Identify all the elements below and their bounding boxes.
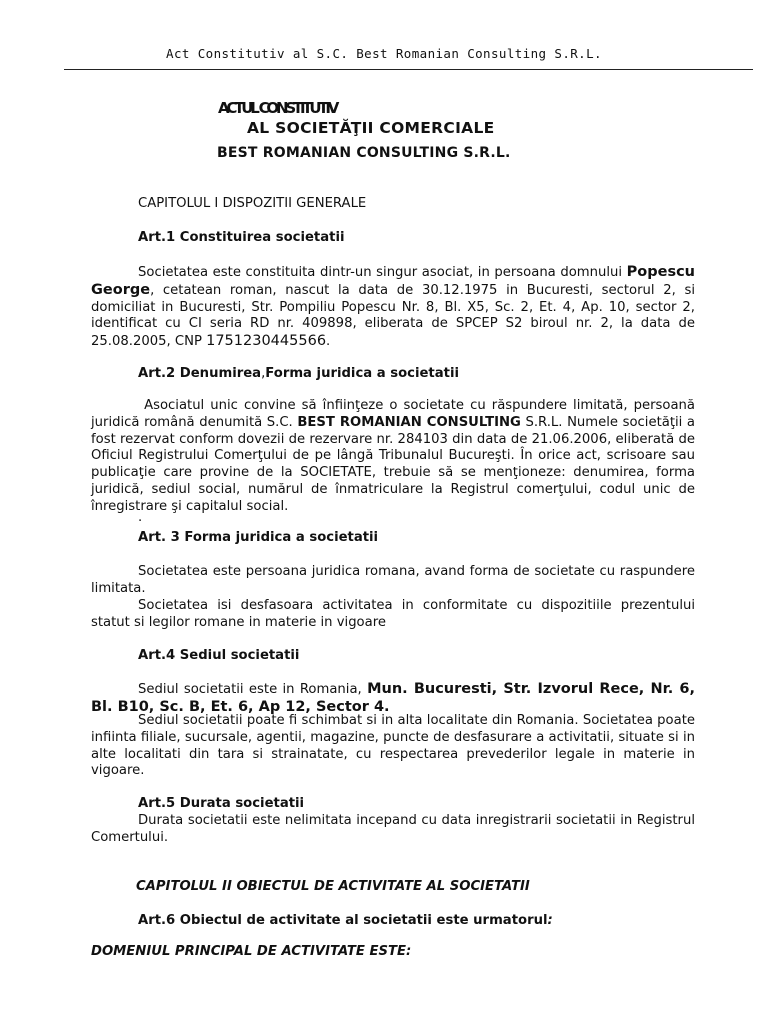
header-rule (64, 69, 753, 70)
company-name: BEST ROMANIAN CONSULTING (297, 414, 521, 430)
art1-heading: Art.1 Constituirea societatii (138, 230, 345, 245)
art5-paragraph: Durata societatii este nelimitata incepand cu data inregistrarii societatii in Registrul Comertului. (91, 813, 695, 845)
chapter2-heading: CAPITOLUL II OBIECTUL DE ACTIVITATE AL SOCIETATII (136, 879, 530, 894)
art2-paragraph: Asociatul unic convine să înfiinţeze o societate cu răspundere limitată, persoană juridică română denumită S.C. BEST ROMANIAN CONSULTING S.R.L. Numele societăţii a fost rezervat conform dovezii de rezervare nr. 284103 din data de 21.06.2006, eliberată de Oficiul Registrului Comerţului de pe lângă Tribunalul Bucureşti. În orice act, scrisoare sau publicaţie care provine de la SOCIETATE, trebuie să se menţioneze: denumirea, forma juridică, sediul social, numărul de înmatriculare la Registrul comerţului, codul unic de înregistrare şi capitalul social. (91, 398, 696, 514)
art4-heading: Art.4 Sediul societatii (138, 648, 300, 663)
art3-heading: Art. 3 Forma juridica a societatii (138, 530, 379, 545)
document-title-line3: BEST ROMANIAN CONSULTING S.R.L. (217, 145, 511, 161)
domain-heading: DOMENIUL PRINCIPAL DE ACTIVITATE ESTE: (91, 944, 412, 959)
art6-heading: Art.6 Obiectul de activitate al societatii este urmatorul: (138, 913, 553, 928)
art3-paragraph1: Societatea este persoana juridica romana, avand forma de societate cu raspundere limitata. (91, 564, 695, 596)
document-title-line1: ACTUL CONSTITUTIV (218, 99, 337, 117)
art5-heading: Art.5 Durata societatii (138, 796, 305, 811)
stray-dot: . (138, 510, 143, 525)
art2-heading: Art.2 Denumirea,Forma juridica a societatii (138, 366, 459, 381)
document-title-line2: AL SOCIETĂŢII COMERCIALE (247, 119, 495, 137)
running-header: Act Constitutiv al S.C. Best Romanian Consulting S.R.L. (166, 46, 602, 61)
cnp-value: 1751230445566 (206, 333, 327, 350)
art3-paragraph2: Societatea isi desfasoara activitatea in conformitate cu dispozitiile prezentului statut si legilor romane in materie in vigoare (91, 598, 695, 630)
registered-address: Mun. Bucuresti, Str. Izvorul Rece, Nr. 6, Bl. B10, Sc. B, Et. 6, Ap 12, Sector 4. (91, 681, 695, 715)
art4-paragraph2: Sediul societatii poate fi schimbat si in alta localitate din Romania. Societatea poate infiinta filiale, sucursale, agentii, magazine, puncte de desfasurare a activitatii, situate si in alte localitati din tara si strainatate, cu respectarea prevederilor legale in materie in vigoare. (91, 713, 695, 779)
associate-name: Popescu George (91, 264, 695, 298)
chapter1-heading: CAPITOLUL I DISPOZITII GENERALE (138, 196, 367, 211)
art1-paragraph: Societatea este constituita dintr-un singur asociat, in persoana domnului Popescu George, cetatean roman, nascut la data de 30.12.1975 in Bucuresti, sectorul 2, si domiciliat in Bucuresti, Str. Pompiliu Popescu Nr. 8, Bl. X5, Sc. 2, Et. 4, Ap. 10, sector 2, identificat cu CI seria RD nr. 409898, eliberata de SPCEP S2 biroul nr. 2, la data de 25.08.2005, CNP 1751230445566. (91, 264, 695, 350)
art4-paragraph1: Sediul societatii este in Romania, Mun. Bucuresti, Str. Izvorul Rece, Nr. 6, Bl. B10, Sc. B, Et. 6, Ap 12, Sector 4. (91, 681, 695, 715)
